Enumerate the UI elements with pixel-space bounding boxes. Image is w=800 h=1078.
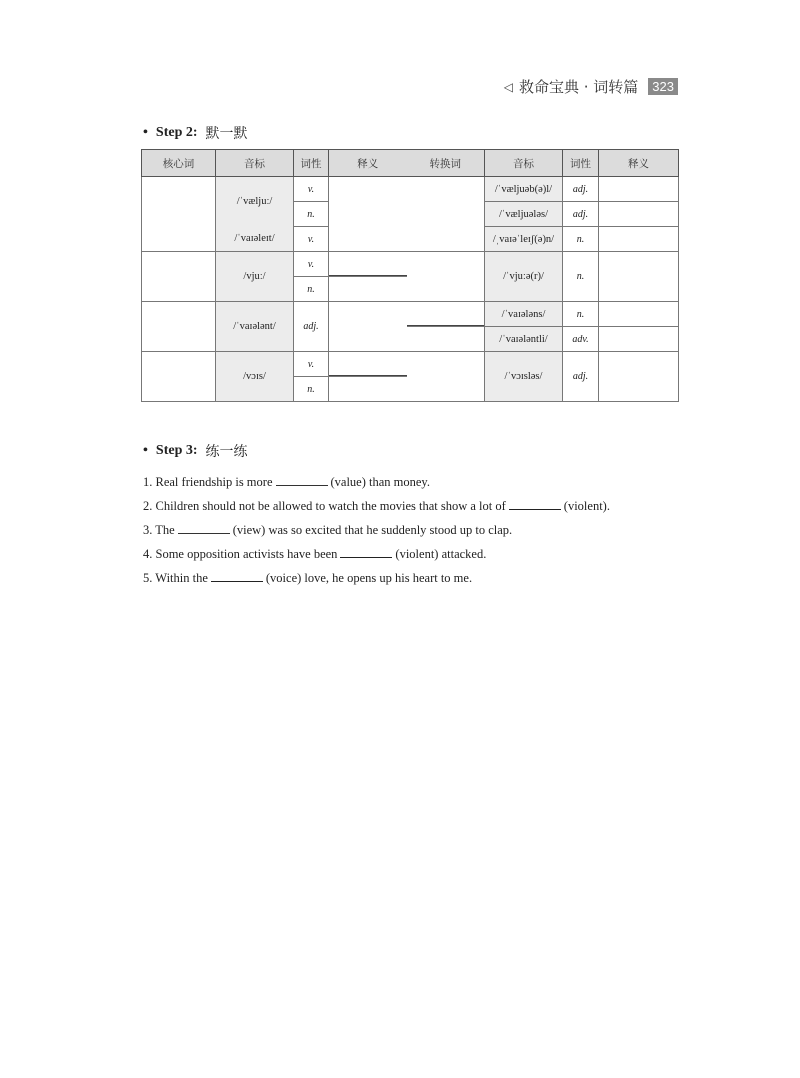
meaning-cell[interactable] xyxy=(329,302,407,352)
conv-pos-cell: n. xyxy=(563,302,599,327)
conv-pos-cell: adj. xyxy=(563,177,599,202)
table-row xyxy=(142,252,679,277)
table-header-row xyxy=(142,150,679,177)
phonetic-cell: /ˈvaɪəleɪt/ xyxy=(216,227,294,252)
running-header xyxy=(504,76,678,97)
conv-meaning-cell[interactable] xyxy=(599,302,679,327)
exercise-text: (violent) attacked. xyxy=(395,547,487,561)
page-number: 323 xyxy=(648,78,678,95)
answer-blank[interactable] xyxy=(340,546,392,558)
exercise-item xyxy=(143,542,610,566)
conv-meaning-cell[interactable] xyxy=(599,327,679,352)
conv-meaning-cell[interactable] xyxy=(599,227,679,252)
exercise-item xyxy=(143,518,610,542)
exercise-text: (violent). xyxy=(563,499,610,513)
conversion-cell[interactable] xyxy=(407,302,485,327)
col-header: 词性 xyxy=(294,150,329,177)
answer-blank[interactable] xyxy=(509,498,561,510)
conversion-cell[interactable] xyxy=(407,252,485,302)
triangle-left-icon: ◁ xyxy=(503,79,513,94)
conversion-cell[interactable] xyxy=(407,327,485,352)
pos-cell: v. xyxy=(294,227,329,252)
pos-cell: v. xyxy=(294,177,329,202)
book-title: 救命宝典 · 词转篇 xyxy=(518,78,639,96)
conv-phonetic-cell: /ˈvjuːə(r)/ xyxy=(485,252,563,302)
conv-meaning-cell[interactable] xyxy=(599,352,679,402)
pos-cell: n. xyxy=(294,277,329,302)
conv-meaning-cell[interactable] xyxy=(599,202,679,227)
pos-cell: adj. xyxy=(294,302,329,352)
conv-pos-cell: adj. xyxy=(563,202,599,227)
exercise-text: 1. Real friendship is more xyxy=(143,475,273,489)
exercise-text: (value) than money. xyxy=(330,475,430,489)
col-header: 音标 xyxy=(216,150,294,177)
exercise-text: (view) was so excited that he suddenly stood up to clap. xyxy=(232,523,513,537)
exercise-text: (voice) love, he opens up his heart to me. xyxy=(265,571,473,585)
step2-label: Step 2: xyxy=(155,125,198,140)
pos-cell: v. xyxy=(294,352,329,377)
exercise-text: 3. The xyxy=(143,523,175,537)
conv-meaning-cell[interactable] xyxy=(599,177,679,202)
core-word-cell[interactable] xyxy=(142,352,216,402)
phonetic-cell: /ˈvaɪələnt/ xyxy=(216,302,294,352)
pos-cell: n. xyxy=(294,202,329,227)
answer-blank[interactable] xyxy=(178,522,230,534)
conv-pos-cell: n. xyxy=(563,252,599,302)
conv-pos-cell: adj. xyxy=(563,352,599,402)
step2-heading xyxy=(143,123,248,143)
conv-phonetic-cell: /ˈvæljuəb(ə)l/ xyxy=(485,177,563,202)
answer-blank[interactable] xyxy=(211,570,263,582)
col-header: 音标 xyxy=(485,150,563,177)
col-header: 转换词 xyxy=(407,150,485,177)
vocab-table xyxy=(141,149,679,402)
step3-label: Step 3: xyxy=(155,443,198,458)
pos-cell: v. xyxy=(294,252,329,277)
bullet: • xyxy=(143,443,148,458)
exercise-text: 2. Children should not be allowed to watch the movies that show a lot of xyxy=(143,499,506,513)
phonetic-cell: /ˈvæljuː/ xyxy=(216,177,294,227)
phonetic-cell: /vjuː/ xyxy=(216,252,294,302)
answer-blank[interactable] xyxy=(276,474,328,486)
exercise-item xyxy=(143,494,610,518)
meaning-cell[interactable] xyxy=(329,352,407,377)
meaning-cell[interactable] xyxy=(329,277,407,302)
core-word-cell[interactable] xyxy=(142,302,216,352)
step3-heading xyxy=(143,441,248,461)
conv-phonetic-cell: /ˈvaɪələntli/ xyxy=(485,327,563,352)
conv-meaning-cell[interactable] xyxy=(599,252,679,302)
exercise-item xyxy=(143,470,610,494)
col-header: 核心词 xyxy=(142,150,216,177)
col-header: 释义 xyxy=(329,150,407,177)
step3-title: 练一练 xyxy=(205,444,248,460)
core-word-cell[interactable] xyxy=(142,252,216,302)
conv-phonetic-cell: /ˈvɔɪsləs/ xyxy=(485,352,563,402)
bullet: • xyxy=(143,125,148,140)
core-word-cell[interactable] xyxy=(142,177,216,252)
step2-title: 默一默 xyxy=(205,126,248,142)
conversion-cell[interactable] xyxy=(407,352,485,402)
conv-phonetic-cell: /ˈvæljuələs/ xyxy=(485,202,563,227)
exercise-text: 4. Some opposition activists have been xyxy=(143,547,338,561)
meaning-cell[interactable] xyxy=(329,377,407,402)
pos-cell: n. xyxy=(294,377,329,402)
conv-pos-cell: n. xyxy=(563,227,599,252)
col-header: 释义 xyxy=(599,150,679,177)
exercise-list xyxy=(143,470,610,590)
conv-phonetic-cell: /ˌvaɪəˈleɪʃ(ə)n/ xyxy=(485,227,563,252)
meaning-conversion-cell[interactable] xyxy=(329,177,485,252)
exercise-text: 5. Within the xyxy=(143,571,208,585)
conv-pos-cell: adv. xyxy=(563,327,599,352)
exercise-item xyxy=(143,566,610,590)
table-row xyxy=(142,352,679,377)
table-row xyxy=(142,177,679,202)
phonetic-cell: /vɔɪs/ xyxy=(216,352,294,402)
table-row xyxy=(142,302,679,327)
meaning-cell[interactable] xyxy=(329,252,407,277)
col-header: 词性 xyxy=(563,150,599,177)
conv-phonetic-cell: /ˈvaɪələns/ xyxy=(485,302,563,327)
